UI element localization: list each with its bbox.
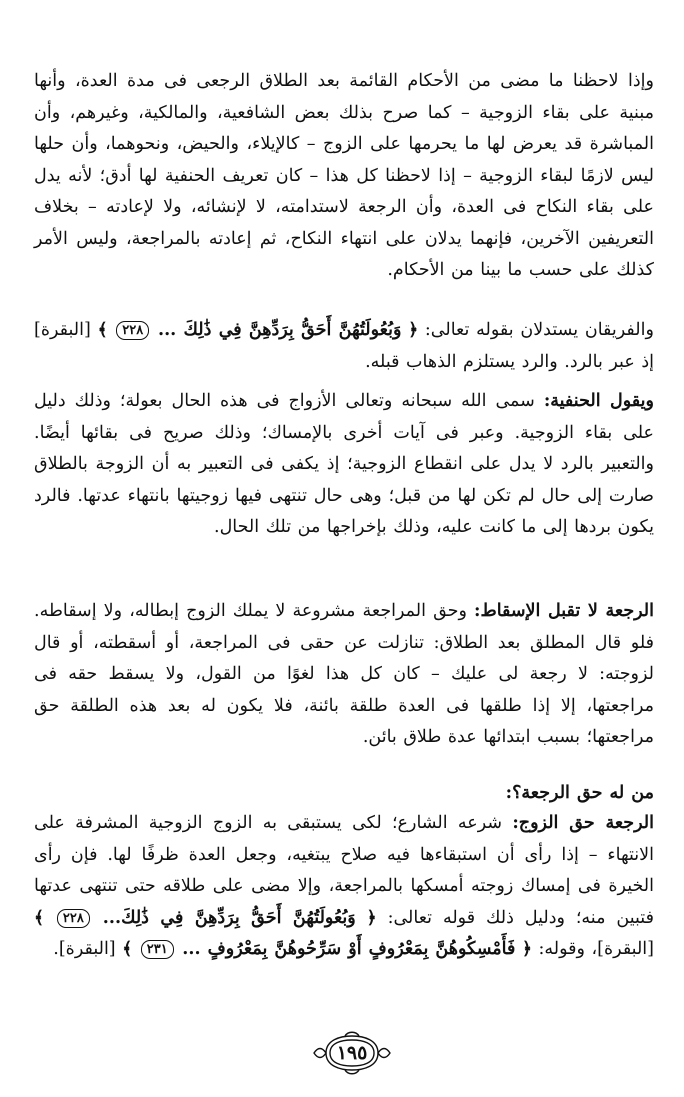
surah-reference: [البقرة]، وقوله:	[538, 939, 654, 959]
quran-close-bracket: ﴾	[122, 939, 133, 959]
paragraph-text: وحق المراجعة مشروعة لا يملك الزوج إبطاله، ولا إسقاطه. فلو قال المطلق بعد الطلاق: تنازلت عن حقى فى المراجعة، أو أسقطته، أو قال لزوجته: لا رجعة لى عليك – كان كل هذا لغوًا من القول، ولا يسقط حقه فى مراجعتها، إلا إذا طلقها فى العدة طلقة بائنة، فلا يكون له بعد هذه الطلقة حق مراجعتها؛ بسبب ابتدائها عدة طلاق بائن.	[34, 601, 654, 747]
paragraph-text: شرعه الشارع؛ لكى يستبقى به الزوج الزوجية المشرفة على الانتهاء – إذا رأى أن استبقاءها فيه صلاح يبتغيه، وجعل العدة ظرفًا لها. فإن رأى الخيرة فى إمساك زوجته أمسكها بالمراجعة، وإلا مضى على طلاقه حتى تنتهى عدتها فتبين منه؛ ودليل ذلك قوله تعالى:	[34, 813, 654, 928]
paragraph-hanafi-view	[34, 386, 654, 544]
page-number-ornament	[312, 1030, 392, 1076]
ayah-number: ٢٢٨	[57, 909, 90, 928]
evidence-rest: [البقرة] إذ عبر بالرد. والرد يستلزم الذهاب قبله.	[34, 320, 654, 372]
paragraph-no-waiver	[34, 596, 654, 754]
paragraph-lead: الرجعة حق الزوج:	[512, 813, 654, 833]
quran-verse: وَبُعُولَتُهُنَّ أَحَقُّ بِرَدِّهِنَّ فِي ذَٰلِكَ ...	[157, 320, 402, 340]
quran-verse: فَأَمْسِكُوهُنَّ بِمَعْرُوفٍ أَوْ سَرِّحُوهُنَّ بِمَعْرُوفٍ ...	[182, 939, 516, 959]
ayah-number: ٢٣١	[141, 940, 174, 959]
quran-close-bracket: ﴾	[34, 907, 44, 928]
paragraph-text: سمى الله سبحانه وتعالى الأزواج فى هذه الحال بعولة؛ وذلك دليل على بقاء الزوجية. وعبر فى آيات أخرى بالإمساك؛ وذلك صريح فى بقائها أيضًا. والتعبير بالرد لا يدل على انقطاع الزوجية؛ إذ يكفى فى التعبير به أن الزوجة بالطلاق صارت إلى حال لم تكن لها من قبل؛ وهى حال تنتهى فيها زوجيتها بانتهاء عدتها. فالرد يكون بردها إلى ما كانت عليه، وذلك بإخراجها من تلك الحال.	[34, 391, 654, 537]
paragraph-lead: ويقول الحنفية:	[543, 391, 654, 411]
paragraph-lead: الرجعة لا تقبل الإسقاط:	[474, 601, 654, 621]
evidence-intro: والفريقان يستدلان بقوله تعالى:	[424, 320, 654, 340]
section-heading: من له حق الرجعة؟:	[505, 783, 654, 803]
paragraph-raj-a-definition: وإذا لاحظنا ما مضى من الأحكام القائمة بعد الطلاق الرجعى فى مدة العدة، وأنها مبنية على بقاء الزوجية – كما صرح بذلك بعض الشافعية، والمالكية، وغيرهم، وأن المباشرة قد يعرض لها ما يحرمها على الزوج – كالإيلاء، والحيض، ونحوهما، وأن حلها ليس لازمًا لبقاء الزوجية – إذا لاحظنا كل هذا – كان تعريف الحنفية لها أدق؛ لأنه يدل على بقاء النكاح فى العدة، وأن الرجعة لاستدامته، لا لإنشائه، ولا لإعادته – بخلاف التعريفين الآخرين، فإنهما يدلان على انتهاء النكاح، ثم إعادته بالمراجعة، وليس الأمر كذلك على حسب ما بينا من الأحكام.	[34, 71, 654, 280]
surah-reference: [البقرة].	[53, 939, 116, 959]
quran-verse: وَبُعُولَتُهُنَّ أَحَقُّ بِرَدِّهِنَّ فِي ذَٰلِكَ...	[102, 907, 356, 928]
page-number: ١٩٥	[336, 1042, 368, 1064]
quran-close-bracket: ﴾	[97, 320, 108, 340]
quran-open-bracket: ﴿	[366, 907, 377, 928]
quran-open-bracket: ﴿	[521, 939, 532, 959]
paragraph-husband-right	[34, 808, 654, 966]
paragraph-evidence	[34, 315, 654, 378]
ayah-number: ٢٢٨	[116, 321, 149, 340]
quran-open-bracket: ﴿	[408, 320, 419, 340]
